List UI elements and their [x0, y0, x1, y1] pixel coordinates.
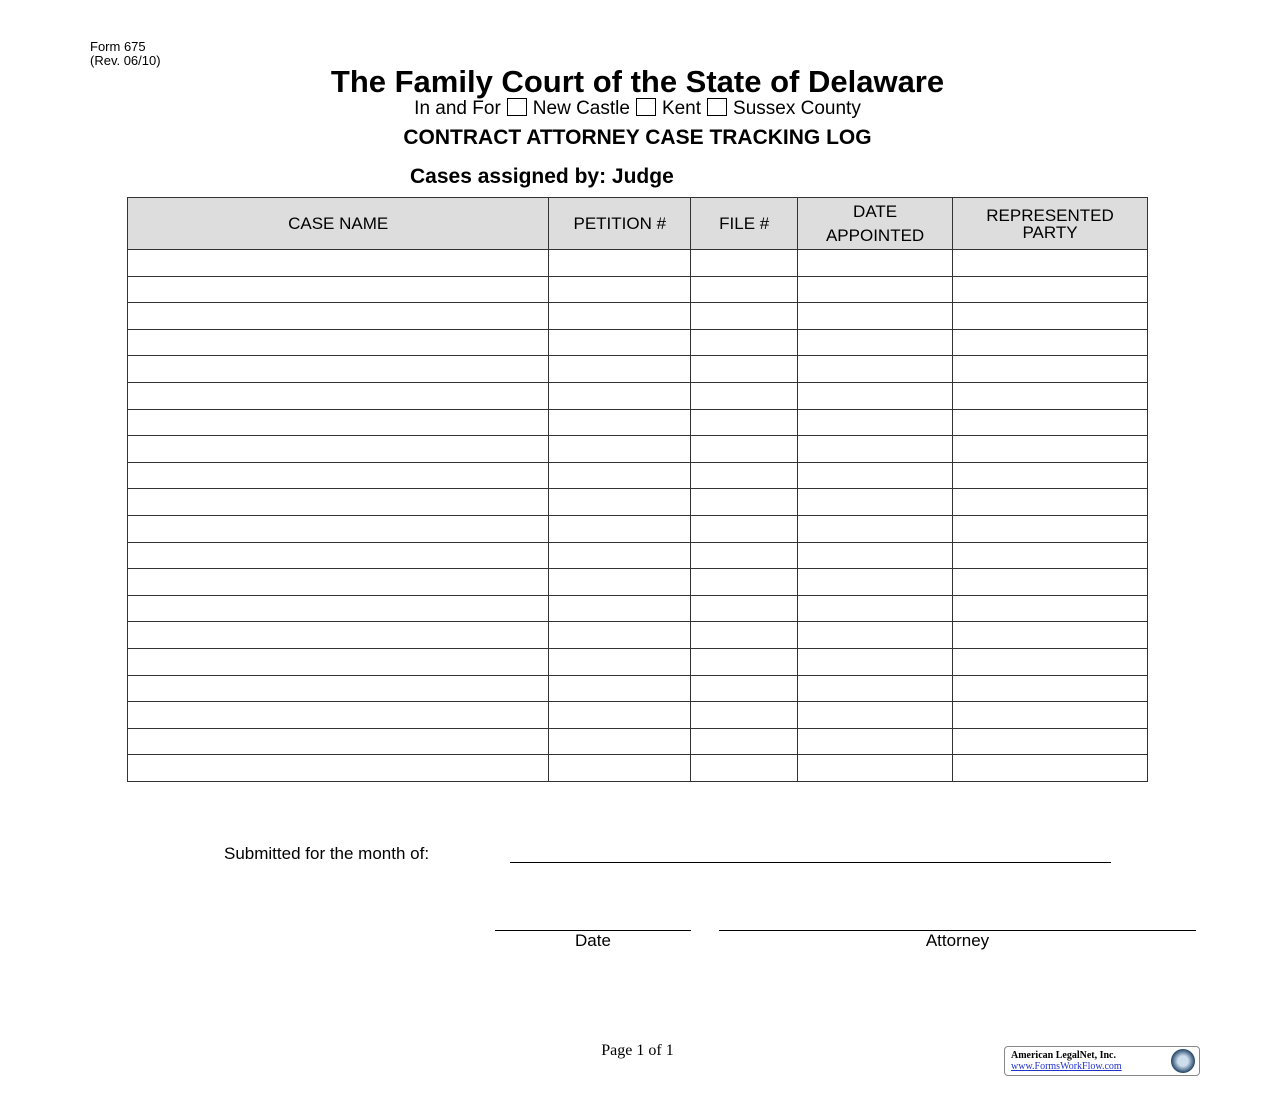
- table-row: [128, 728, 1148, 755]
- cell-petition[interactable]: [549, 675, 691, 702]
- cell-case-name[interactable]: [128, 329, 549, 356]
- cell-date-appointed[interactable]: [798, 675, 953, 702]
- cell-date-appointed[interactable]: [798, 489, 953, 516]
- cell-file[interactable]: [691, 382, 798, 409]
- month-field[interactable]: [510, 846, 1111, 863]
- cell-date-appointed[interactable]: [798, 622, 953, 649]
- table-row: [128, 329, 1148, 356]
- cell-case-name[interactable]: [128, 622, 549, 649]
- cell-date-appointed[interactable]: [798, 356, 953, 383]
- cell-represented-party[interactable]: [953, 675, 1148, 702]
- label-sussex: Sussex County: [733, 98, 861, 119]
- cell-date-appointed[interactable]: [798, 409, 953, 436]
- cell-date-appointed[interactable]: [798, 595, 953, 622]
- cell-case-name[interactable]: [128, 569, 549, 596]
- cell-date-appointed[interactable]: [798, 250, 953, 277]
- cell-file[interactable]: [691, 702, 798, 729]
- cell-case-name[interactable]: [128, 515, 549, 542]
- court-title: The Family Court of the State of Delaware: [330, 64, 945, 99]
- cell-date-appointed[interactable]: [798, 462, 953, 489]
- cell-file[interactable]: [691, 276, 798, 303]
- table-row: [128, 515, 1148, 542]
- table-row: [128, 276, 1148, 303]
- cell-file[interactable]: [691, 303, 798, 330]
- table-row: [128, 569, 1148, 596]
- cell-petition[interactable]: [549, 515, 691, 542]
- cell-file[interactable]: [691, 436, 798, 463]
- cell-petition[interactable]: [549, 356, 691, 383]
- cell-case-name[interactable]: [128, 462, 549, 489]
- cell-file[interactable]: [691, 489, 798, 516]
- cell-file[interactable]: [691, 462, 798, 489]
- cell-case-name[interactable]: [128, 648, 549, 675]
- table-row: [128, 489, 1148, 516]
- table-row: [128, 382, 1148, 409]
- cell-represented-party[interactable]: [953, 409, 1148, 436]
- header-file: FILE #: [691, 198, 798, 250]
- table-row: [128, 622, 1148, 649]
- form-number-text: Form 675: [90, 39, 146, 54]
- cell-represented-party[interactable]: [953, 648, 1148, 675]
- cell-petition[interactable]: [549, 329, 691, 356]
- cell-file[interactable]: [691, 622, 798, 649]
- cell-petition[interactable]: [549, 303, 691, 330]
- cell-represented-party[interactable]: [953, 436, 1148, 463]
- cell-date-appointed[interactable]: [798, 329, 953, 356]
- cell-date-appointed[interactable]: [798, 569, 953, 596]
- cell-case-name[interactable]: [128, 595, 549, 622]
- cell-represented-party[interactable]: [953, 569, 1148, 596]
- attorney-label: Attorney: [925, 931, 990, 950]
- logo-company: American LegalNet, Inc.: [1011, 1050, 1116, 1061]
- table-row: [128, 436, 1148, 463]
- cell-file[interactable]: [691, 542, 798, 569]
- label-kent: Kent: [661, 98, 702, 119]
- cell-case-name[interactable]: [128, 675, 549, 702]
- cell-file[interactable]: [691, 675, 798, 702]
- cell-petition[interactable]: [549, 436, 691, 463]
- cell-represented-party[interactable]: [953, 276, 1148, 303]
- cell-petition[interactable]: [549, 542, 691, 569]
- cell-file[interactable]: [691, 569, 798, 596]
- header-represented-party: REPRESENTED PARTY: [953, 198, 1148, 250]
- cell-case-name[interactable]: [128, 436, 549, 463]
- cell-represented-party[interactable]: [953, 489, 1148, 516]
- table-row: [128, 595, 1148, 622]
- cell-date-appointed[interactable]: [798, 436, 953, 463]
- cell-petition[interactable]: [549, 728, 691, 755]
- cell-date-appointed[interactable]: [798, 515, 953, 542]
- table-row: [128, 648, 1148, 675]
- log-title: CONTRACT ATTORNEY CASE TRACKING LOG: [403, 126, 872, 149]
- table-row: [128, 462, 1148, 489]
- cell-file[interactable]: [691, 409, 798, 436]
- cell-file[interactable]: [691, 356, 798, 383]
- cell-case-name[interactable]: [128, 409, 549, 436]
- cell-petition[interactable]: [549, 622, 691, 649]
- cell-represented-party[interactable]: [953, 462, 1148, 489]
- table-row: [128, 702, 1148, 729]
- cell-represented-party[interactable]: [953, 755, 1148, 782]
- cell-petition[interactable]: [549, 702, 691, 729]
- cell-represented-party[interactable]: [953, 356, 1148, 383]
- cell-case-name[interactable]: [128, 702, 549, 729]
- cell-case-name[interactable]: [128, 755, 549, 782]
- cell-petition[interactable]: [549, 462, 691, 489]
- cell-represented-party[interactable]: [953, 702, 1148, 729]
- cell-petition[interactable]: [549, 569, 691, 596]
- cell-represented-party[interactable]: [953, 382, 1148, 409]
- cell-petition[interactable]: [549, 382, 691, 409]
- attorney-signature-field[interactable]: [719, 914, 1196, 931]
- cell-case-name[interactable]: [128, 303, 549, 330]
- cell-petition[interactable]: [549, 489, 691, 516]
- page-number: Page 1 of 1: [601, 1042, 674, 1059]
- cell-case-name[interactable]: [128, 489, 549, 516]
- checkbox-new-castle[interactable]: [507, 98, 527, 116]
- table-row: [128, 755, 1148, 782]
- cell-case-name[interactable]: [128, 356, 549, 383]
- cell-file[interactable]: [691, 329, 798, 356]
- cell-file[interactable]: [691, 728, 798, 755]
- table-row: [128, 356, 1148, 383]
- cell-date-appointed[interactable]: [798, 728, 953, 755]
- label-new-castle: New Castle: [532, 98, 630, 119]
- cell-represented-party[interactable]: [953, 622, 1148, 649]
- cell-case-name[interactable]: [128, 276, 549, 303]
- cell-represented-party[interactable]: [953, 303, 1148, 330]
- county-selector: [0, 98, 1275, 120]
- footer-logo[interactable]: [1004, 1046, 1200, 1076]
- header-petition: PETITION #: [549, 198, 691, 250]
- logo-url[interactable]: www.FormsWorkFlow.com: [1011, 1061, 1122, 1072]
- cell-file[interactable]: [691, 515, 798, 542]
- cell-represented-party[interactable]: [953, 542, 1148, 569]
- cell-date-appointed[interactable]: [798, 382, 953, 409]
- table-row: [128, 303, 1148, 330]
- cell-represented-party[interactable]: [953, 329, 1148, 356]
- date-label: Date: [575, 931, 611, 950]
- cell-represented-party[interactable]: [953, 728, 1148, 755]
- cell-date-appointed[interactable]: [798, 542, 953, 569]
- cell-date-appointed[interactable]: [798, 702, 953, 729]
- cell-petition[interactable]: [549, 755, 691, 782]
- table-row: [128, 250, 1148, 277]
- cell-petition[interactable]: [549, 648, 691, 675]
- cell-case-name[interactable]: [128, 728, 549, 755]
- cell-represented-party[interactable]: [953, 595, 1148, 622]
- cell-case-name[interactable]: [128, 382, 549, 409]
- table-row: [128, 542, 1148, 569]
- cell-date-appointed[interactable]: [798, 276, 953, 303]
- table-row: [128, 675, 1148, 702]
- cell-case-name[interactable]: [128, 250, 549, 277]
- cell-file[interactable]: [691, 250, 798, 277]
- globe-icon: [1171, 1049, 1195, 1073]
- county-prefix: In and For: [414, 98, 501, 119]
- cell-petition[interactable]: [549, 595, 691, 622]
- header-case-name: CASE NAME: [128, 198, 549, 250]
- assigned-by: Cases assigned by: Judge: [410, 165, 674, 188]
- cell-petition[interactable]: [549, 409, 691, 436]
- cell-date-appointed[interactable]: [798, 303, 953, 330]
- submitted-label: Submitted for the month of:: [224, 844, 430, 863]
- cell-petition[interactable]: [549, 250, 691, 277]
- cell-date-appointed[interactable]: [798, 755, 953, 782]
- table-row: [128, 409, 1148, 436]
- case-table: [127, 197, 1148, 782]
- form-revision: (Rev. 06/10): [90, 53, 161, 68]
- cell-represented-party[interactable]: [953, 250, 1148, 277]
- cell-represented-party[interactable]: [953, 515, 1148, 542]
- cell-file[interactable]: [691, 755, 798, 782]
- cell-petition[interactable]: [549, 276, 691, 303]
- checkbox-kent[interactable]: [636, 98, 656, 116]
- cell-date-appointed[interactable]: [798, 648, 953, 675]
- date-signature-field[interactable]: [495, 914, 691, 931]
- cell-file[interactable]: [691, 648, 798, 675]
- header-date-appointed: DATE APPOINTED: [798, 198, 953, 250]
- cell-case-name[interactable]: [128, 542, 549, 569]
- checkbox-sussex[interactable]: [707, 98, 727, 116]
- cell-file[interactable]: [691, 595, 798, 622]
